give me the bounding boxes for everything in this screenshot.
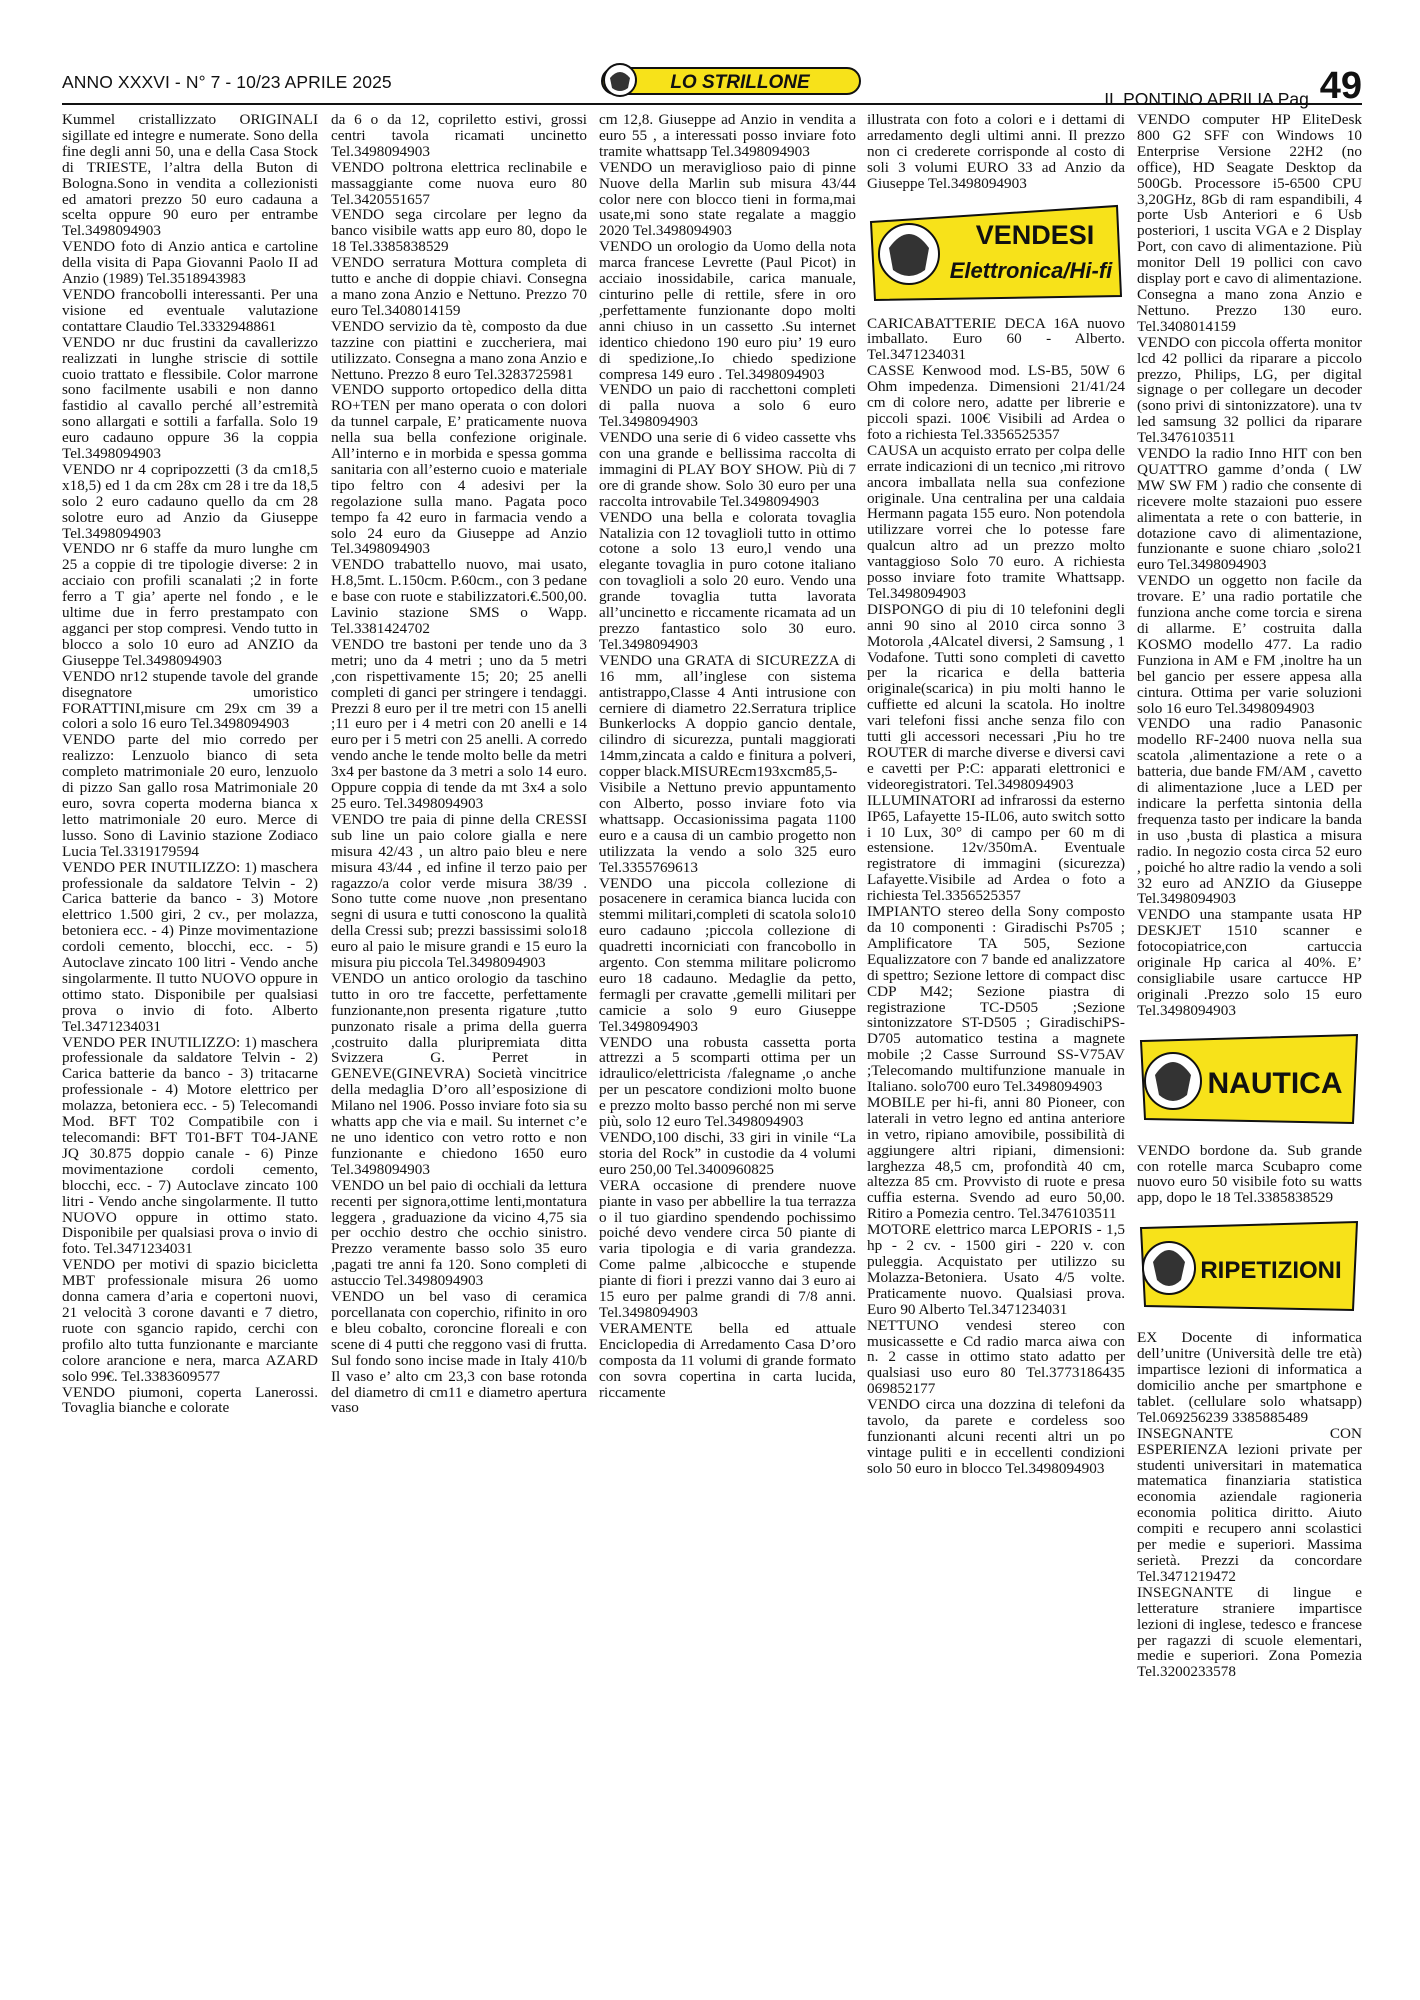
classified-ad: IMPIANTO stereo della Sony composto da 10 componenti : Giradischi Ps705 ; Amplificatore TA 505, Sezione Equalizzatore con 7 bande ed analizzatore di spettro; Sezione lettore di compact disc CDP M42; Sezione piastra di registrazione TC-D505 ;Sezione sintonizzatore ST-D505 ; GiradischiPS-D705 automatico testina a magnete mobile ;2 Casse Surround SS-V75AV ;Telecomando multifunzione manuale in Italiano. solo700 euro Tel.3498094903 [867, 903, 1125, 1096]
classified-ad: VENDO servizio da tè, composto da due tazzine con piattini e zuccheriera, mai utilizzato. Consegna a mano zona Anzio e Nettuno. Prezzo 8 euro Tel.3283725981 [331, 317, 587, 383]
classified-ad: illustrata con foto a colori e i dettami di arredamento degli ultimi anni. Il prezzo non ci crederete corrisponde al costo di soli 3 volumi EURO 33 ad Anzio da Giuseppe Tel.3498094903 [867, 111, 1125, 192]
classified-ad: VENDO per motivi di spazio bicicletta MBT professionale misura 26 uomo donna camera d’aria e copertoni nuovi, 21 velocità 3 corone davanti e 7 dietro, ruote con sgancio rapido, cerchi con profilo alto tutta funzionante e marciante colore arancione e nera, marca AZARD solo 99€. Tel.3383609577 [62, 1256, 318, 1385]
banner-subtitle: Elettronica/Hi-fi [949, 257, 1113, 283]
classified-ad: VENDO con piccola offerta monitor lcd 42 pollici da riparare a piccolo prezzo, Philips, LG, per digital signage o per collegare un decoder (sono privi di sintonizzatore). una tv led samsung 32 pollici da riparare Tel.3476103511 [1137, 333, 1362, 447]
banner-title: VENDESI [975, 219, 1095, 250]
classified-ad: VENDO serratura Mottura completa di tutto e anche di doppie chiavi. Consegna a mano zona Anzio e Nettuno. Prezzo 70 euro Tel.3408014159 [331, 254, 587, 319]
classified-ad: VERA occasione di prendere nuove piante in vaso per abbellire la tua terrazza o il tuo giardino spendendo pochissimo poiché devo vendere circa 50 piante di varia tipologia e di varia grandezza. Come palme ,albicocche e stupende piante di fiori i prezzi vanno dai 3 euro ai 15 euro per palme grandi di 7/8 anni. Tel.3498094903 [599, 1176, 856, 1321]
classified-ad: VENDO un antico orologio da taschino tutto in oro tre faccette, perfettamente funzionante,non presenta rigature ,tutto punzonato risale a prima della guerra ,costruito dalla pluripremiata ditta Svizzera G. Perret in GENEVE(GINEVRA) Società vincitrice della medaglia D’oro all’esposizione di Milano nel 1906. Posso inviare foto sia su whatts app che via e mail. Su internet c’e ne uno identico con vetro rotto e non funzionante e chiedono 1650 euro Tel.3498094903 [331, 969, 587, 1178]
classified-ad: MOBILE per hi-fi, anni 80 Pioneer, con laterali in vetro legno ed antina anteriore in vetro, ripiano amovibile, possibilità di aggiungere altri ripiani, dimensioni: larghezza 48,5 cm, profondità 40 cm, altezza 85 cm. Provvisto di ruote e presa cuffia esterna. Svendo ad euro 50,00. Ritiro a Pomezia centro. Tel.3476103511 [867, 1093, 1125, 1223]
section-banner-ripetizioni [1137, 1214, 1362, 1318]
classified-ad: VENDO una GRATA di SICUREZZA di 16 mm, all’inglese con sistema antistrappo,Classe 4 Anti intrusione con cerniere di diametro 22.Serratura triplice Bunkerlocks A doppio gancio dentale, cilindro di sicurezza, puntali maggiorati 14mm,zincata a caldo e finitura a polveri, copper black.MISUREcm193xcm85,5- [599, 651, 856, 781]
classified-ad: VENDO un bel vaso di ceramica porcellanata con coperchio, rifinito in oro e bleu cobalto, coroncine floreali e con scene di 4 putti che reggono vasi di frutta. Sul fondo sono incise made in Italy 410/b Il vaso e’ alto cm 23,3 con base rotonda del diametro di cm11 e diametro apertura vaso [331, 1288, 587, 1417]
classified-ad: da 6 o da 12, copriletto estivi, grossi centri tavola ricamati uncinetto Tel.3498094903 [331, 111, 587, 160]
classified-ad: NETTUNO vendesi stereo con musicassette e Cd radio marca aiwa con n. 2 casse in ottimo stato adatto per qualsiasi uso euro 80 Tel.3773186435 069852177 [867, 1316, 1125, 1398]
banner-title: RIPETIZIONI [1200, 1257, 1342, 1285]
classified-ad: VENDO nr duc frustini da cavallerizzo realizzati in lunghe striscie di sottile cuoio trattato e flessibile. Color marrone sono facilmente usabili e non danno fastidio al cavallo perché all’estremità sono allargati e sottili a farfalla. Solo 19 euro cadauno oppure 36 la coppia Tel.3498094903 [62, 333, 318, 463]
classified-ad: Visibile a Nettuno previo appuntamento con Alberto, posso inviare foto via whattsapp. Occasionissima pagata 1100 euro e a causa di un cambio progetto non utilizzata la vendo a solo 325 euro Tel.3355769613 [599, 779, 856, 876]
publication-name: IL PONTINO APRILIA Pag. [1104, 89, 1314, 109]
classified-ad: VENDO PER INUTILIZZO: 1) maschera professionale da saldatore Telvin - 2) Carica batterie da banco - 3) tritacarne professionale - 4) Motore elettrico per molazza, betoniera ecc. - 5) Telecomandi Mod. BFT T02 Compatibile con i telecomandi: BFT T01-BFT T04-JANE JQ 30.875 doppio canale - 6) Pinze movimentazione cordoli cemento, blocchi, ecc. - 7) Autoclave zincato 100 litri - Vendo anche singolarmente. Il tutto NUOVO oppure in ottimo stato. Disponibile per qualsiasi prova o invio di foto. Tel.3471234031 [62, 1033, 318, 1258]
classified-ad: DISPONGO di piu di 10 telefonini degli anni 90 sino al 2010 circa sonno 3 Motorola ,4Alcatel diversi, 2 Samsung , 1 Vodafone. Tutti sono completi di cavetto per la ricarica e della batteria originale(scarica) in piu molti hanno le cuffiette ed alcuni la scatola. Ho inoltre vari telefoni fissi anche senza filo con tutti gli accessori necessari ,Piu ho tre ROUTER di marche diverse e diversi cavi e cavetti per P:C: apparati elettronici e videoregistratori. Tel.3498094903 [867, 600, 1125, 793]
classified-ad: VENDO supporto ortopedico della ditta RO+TEN per mano operata o con dolori da tunnel carpale, E’ praticamente nuova nella sua bella confezione originale. All’interno e in morbida e spessa gomma sanitaria con all’esterno cuoio e materiale tipo feltro con 4 adesivi per la regolazione sulla mano. Pagata poco tempo fa 42 euro in farmacia vendo a solo 24 euro da Giuseppe ad Anzio Tel.3498094903 [331, 381, 587, 558]
classified-ad: EX Docente di informatica dell’unitre (Università delle tre età) impartisce lezioni di informatica a domicilio anche per smartphone e tablet. (cellulare solo whatsapp) Tel.069256239 3385885489 [1137, 1329, 1362, 1426]
classified-ad: VENDO nr12 stupende tavole del grande disegnatore umoristico FORATTINI,misure cm 29x cm 39 a colori a solo 16 euro Tel.3498094903 [62, 667, 318, 733]
classified-ad: MOTORE elettrico marca LEPORIS - 1,5 hp - 2 cv. - 1500 giri - 220 v. con puleggia. Acquistato per utilizzo su Molazza-Betoniera. Usato 4/5 volte. Praticamente nuovo. Qualsiasi prova. Euro 90 Alberto Tel.3471234031 [867, 1221, 1125, 1318]
classified-ad: VERAMENTE bella ed attuale Enciclopedia di Arredamento Casa D’oro composta da 11 volumi di grande formato con sovra copertina in carta lucida, riccamente [599, 1319, 856, 1401]
classified-ad: VENDO PER INUTILIZZO: 1) maschera professionale da saldatore Telvin - 2) Carica batterie da banco - 3) Motore elettrico 1.500 giri, 2 cv., per molazza, betoniera ecc. - 4) Pinze movimentazione cordoli cemento, blocchi, ecc. - 5) Autoclave zincato 100 litri - Vendo anche singolarmente. Il tutto NUOVO oppure in ottimo stato. Disponibile per qualsiasi prova o invio di foto. Alberto Tel.3471234031 [62, 858, 318, 1035]
column-3 [599, 112, 856, 1400]
classified-ad: VENDO foto di Anzio antica e cartoline della visita di Papa Giovanni Paolo II ad Anzio (1989) Tel.3518943983 [62, 238, 318, 288]
lo-strillone-logo [600, 62, 862, 98]
classified-ad: VENDO un orologio da Uomo della nota marca francese Levrette (Paul Picot) in acciaio inossidabile, carica manuale, cinturino pelle di rettile, sfere in oro ,perfettamente funzionante dopo molti anni chiuso in un cassetto .Su internet identico chiedono 190 euro piu’ 19 euro di spedizione,.Io chiedo spedizione compresa 149 euro . Tel.3498094903 [599, 238, 856, 383]
column-5 [1137, 112, 1362, 1680]
classified-ad: VENDO piumoni, coperta Lanerossi. Tovaglia bianche e colorate [62, 1383, 318, 1417]
page-label [1104, 50, 1362, 109]
classified-ad: INSEGNANTE CON ESPERIENZA lezioni private per studenti universitari in matematica matematica finanziaria statistica economia aziendale ragioneria economia politica diritto. Aiuto compiti e recupero anni scolastici per medie e superiori. Massima serietà. Prezzi da concordare Tel.3471219472 [1137, 1424, 1362, 1585]
classified-ad: CAUSA un acquisto errato per colpa delle errate indicazioni di un tecnico ,mi ritrovo ancora imballata nella sua confezione originale. Una centralina per una caldaia Hermann pagata 155 euro. Non potendola utilizzare vorrei che lo potesse fare qualcun altro ad un prezzo molto vantaggioso Solo 70 euro. A richiesta posso inviare foto tramite Whattsapp. Tel.3498094903 [867, 441, 1125, 602]
page-number: 49 [1319, 65, 1362, 107]
classified-ad: VENDO tre paia di pinne della CRESSI sub line un paio colore gialla e nere misura 42/43 , un altro paio bleu e nere misura 43/44 , ed infine il terzo paio per ragazzo/a color verde misura 38/39 . Sono tutte come nuove ,non presentano segni di usura e tutti conoscono la qualità della Cressi sub; prezzi bassissimi solo18 euro al paio le misure grandi e 15 euro la misura piu piccola Tel.3498094903 [331, 810, 587, 972]
classified-ad: VENDO nr 6 staffe da muro lunghe cm 25 a coppie di tre tipologie diverse: 2 in acciaio con profili scanalati ;2 in forte ferro a T gia’ aperte nel fondo , e le ultime due in ferro prestampato con agganci per stop compresi. Vendo tutto in blocco a solo 10 euro ad ANZIO da Giuseppe Tel.3498094903 [62, 540, 318, 669]
section-banner-elettronica [867, 200, 1125, 304]
issue-info: ANNO XXXVI - N° 7 - 10/23 APRILE 2025 [62, 72, 392, 92]
classified-ad: ILLUMINATORI ad infrarossi da esterno IP65, Lafayette 15-IL06, auto switch sotto i 10 Lux, 30° di campo per 60 m di estensione. 12v/350mA. Eventuale registratore di immagini (sicurezza) Lafayette.Visibile ad Ardea o foto a richiesta Tel.3356525357 [867, 791, 1125, 905]
classified-ad: VENDO un paio di racchettoni completi di palla nuova a solo 6 euro Tel.3498094903 [599, 381, 856, 431]
classified-ad: VENDO la radio Inno HIT con ben QUATTRO gamme d’onda ( LW MW SW FM ) radio che consente di ricevere molte stazaioni puo essere alimentata a rete o con batterie, in dotazione cavo di alimentazione, funzionante e suone chiaro ,solo21 euro Tel.3498094903 [1137, 445, 1362, 574]
classified-ad: VENDO circa una dozzina di telefoni da tavolo, da parete e cordeless soo funzionanti alcuni recenti altri un po vintage puliti e in eccellenti condizioni solo 50 euro in blocco Tel.3498094903 [867, 1396, 1125, 1477]
classified-ad: VENDO un meraviglioso paio di pinne Nuove della Marlin sub misura 43/44 color nere con blocco tieni in forma,mai usate,mi sono state regalate a maggio 2020 Tel.3498094903 [599, 158, 856, 240]
classified-ad: VENDO sega circolare per legno da banco visibile watts app euro 80, dopo le 18 Tel.3385838529 [331, 206, 587, 256]
classified-ad: VENDO un oggetto non facile da trovare. E’ una radio portatile che funziona anche come torcia e sirena di allarme. E’ costruita dalla KOSMO modello 477. La radio Funziona in AM e FM ,inoltre ha un bel gancio per essere appesa alla cintura. Ottima per varie soluzioni solo 16 euro Tel.3498094903 [1137, 572, 1362, 717]
classified-ad: VENDO trabattello nuovo, mai usato, H.8,5mt. L.150cm. P.60cm., con 3 pedane e base con ruote e stabilizzatori.€.500,00. Lavinio stazione SMS o Wapp. Tel.3381424702 [331, 556, 587, 637]
classified-ad: VENDO computer HP EliteDesk 800 G2 SFF con Windows 10 Enterprise Versione 22H2 (no office), HD Seagate Desktop da 500Gb. Processore i5-6500 CPU 3,20GHz, 8Gb di ram espandibili, 4 porte Usb Anteriori e 6 Usb posteriori, 1 uscita VGA e 2 Display Port, con cavo di alimentazione. Più monitor Dell 19 pollici con cavo display port e cavo di alimentazione. Consegna a mano zona Anzio e Nettuno. Prezzo 130 euro. Tel.3408014159 [1137, 111, 1362, 335]
banner-title: NAUTICA [1207, 1066, 1343, 1100]
page-header [62, 42, 1362, 109]
classified-ad: VENDO un bel paio di occhiali da lettura recenti per signora,ottime lenti,montatura leggera , graduazione da vicino 4,75 sia per occhio destro che occhio sinistro. Prezzo veramente basso solo 35 euro ,pagati tre anni fa 120. Sono completi di astuccio Tel.3498094903 [331, 1176, 587, 1290]
section-banner-nautica [1137, 1027, 1362, 1131]
header-rule [62, 103, 1362, 105]
classified-ad: VENDO bordone da. Sub grande con rotelle marca Scubapro come nuovo euro 50 visibile foto su watts app, dopo le 18 Tel.3385838529 [1137, 1141, 1362, 1207]
classified-ad: INSEGNANTE di lingue e letterature straniere impartisce lezioni di inglese, tedesco e francese per ragazzi di scuole elementari, medie e superiori. Zona Pomezia Tel.3200233578 [1137, 1583, 1362, 1681]
column-1 [62, 112, 318, 1416]
classified-ad: VENDO nr 4 copripozzetti (3 da cm18,5 x18,5) ed 1 da cm 28x cm 28 i tre da 18,5 solo 2 euro cadauno quello da cm 28 solotre euro ad Anzio da Giuseppe Tel.3498094903 [62, 460, 318, 542]
column-2 [331, 112, 587, 1416]
classified-ad: VENDO una robusta cassetta porta attrezzi a 5 scomparti ottima per un idraulico/elettricista /falegname ,o anche per un pescatore condizioni molto buone e prezzo molto basso perché non mi serve più, solo 12 euro Tel.3498094903 [599, 1033, 856, 1131]
classified-ad: CASSE Kenwood mod. LS-B5, 50W 6 Ohm impedenza. Dimensioni 21/41/24 cm di colore nero, adatte per librerie e piccoli spazi. 100€ Visibili ad Ardea o foto a richiesta Tel.3356525357 [867, 362, 1125, 443]
classified-ad: cm 12,8. Giuseppe ad Anzio in vendita a euro 55 , a interessati posso inviare foto tramite whattsapp Tel.3498094903 [599, 111, 856, 160]
classified-ad: VENDO,100 dischi, 33 giri in vinile “La storia del Rock” in custodie da 4 volumi euro 250,00 Tel.3400960825 [599, 1129, 856, 1178]
classified-ad: VENDO poltrona elettrica reclinabile e massaggiante come nuova euro 80 Tel.3420551657 [331, 158, 587, 208]
classified-ad: VENDO tre bastoni per tende uno da 3 metri; uno da 4 metri ; uno da 5 metri ,con rispettivamente 15; 20; 25 anelli completi di ganci per stringere i tendaggi. Prezzi 8 euro per il tre metri con 15 anelli ;11 euro per i 4 metri con 20 anelli e 14 euro per i 5 metri con 25 anelli. A corredo vendo anche le tende molto belle da metri 3x4 per bastone da 3 metri a solo 14 euro. Oppure coppia di tende da mt 3x4 a solo 25 euro. Tel.3498094903 [331, 635, 587, 812]
classified-ad: VENDO francobolli interessanti. Per una visione ed eventuale valutazione contattare Claudio Tel.3332948861 [62, 285, 318, 335]
classified-ad: VENDO una radio Panasonic modello RF-2400 nuova nella sua scatola ,alimentazione a rete o a batteria, due bande FM/AM , cavetto di alimentazione ,luce a LED per indicare la perfetta sintonia della frequenza tasto per indicare la banda in uso ,busta di plastica a misura radio. In negozio costa circa 52 euro , poiché ho altre radio la vendo a soli 32 euro ad ANZIO da Giuseppe Tel.3498094903 [1137, 715, 1362, 908]
classified-ad: CARICABATTERIE DECA 16A nuovo imballato. Euro 60 - Alberto. Tel.3471234031 [867, 314, 1125, 364]
classified-ad: VENDO una stampante usata HP DESKJET 1510 scanner e fotocopiatrice,con cartuccia originale Hp carica al 40%. E’ consigliabile usare cartucce HP originali .Prezzo solo 15 euro Tel.3498094903 [1137, 906, 1362, 1019]
classified-ad: Kummel cristallizzato ORIGINALI sigillate ed integre e numerate. Sono della fine degli anni 50, una e della Casa Stock di TRIESTE, l’altra della Buton di Bologna.Sono in vendita a collezionisti ed amatori prezzo 50 euro cadauna a scelta oppure 90 euro per entrambe Tel.3498094903 [62, 111, 318, 240]
classified-ad: VENDO una serie di 6 video cassette vhs con una grande e bellissima raccolta di immagini di PLAY BOY SHOW. Più di 7 ore di grande show. Solo 30 euro per una raccolta introvabile Tel.3498094903 [599, 429, 856, 510]
classified-ad: VENDO una bella e colorata tovaglia Natalizia con 12 tovaglioli tutto in ottimo cotone a solo 13 euro,l vendo una elegante tovaglia in puro cotone italiano con tovaglioli a solo 20 euro. Vendo una grande tovaglia tutta lavorata all’uncinetto e riccamente ricamata ad un prezzo fantastico solo 30 euro. Tel.3498094903 [599, 508, 856, 653]
logo-text: LO STRILLONE [670, 72, 810, 93]
classified-ad: VENDO una piccola collezione di posacenere in ceramica bianca lucida con stemmi militari,completi di scatola solo10 euro cadauno ;piccola collezione di quadretti incorniciati con francobollo in argento. Con stemma militare policromo euro 18 cadauno. Medaglie da petto, fermagli per cravatte ,gemelli militari per camicie a solo 9 euro Giuseppe Tel.3498094903 [599, 874, 856, 1035]
column-4 [867, 112, 1125, 1477]
classified-ad: VENDO parte del mio corredo per realizzo: Lenzuolo bianco di seta completo matrimoniale 20 euro, lenzuolo di pizzo San gallo rosa Matrimoniale 20 euro, sovra coperta moderna bianca x letto matrimoniale 20 euro. Merce di lusso. Sono di Lavinio stazione Zodiaco Lucia Tel.3319179594 [62, 731, 318, 860]
